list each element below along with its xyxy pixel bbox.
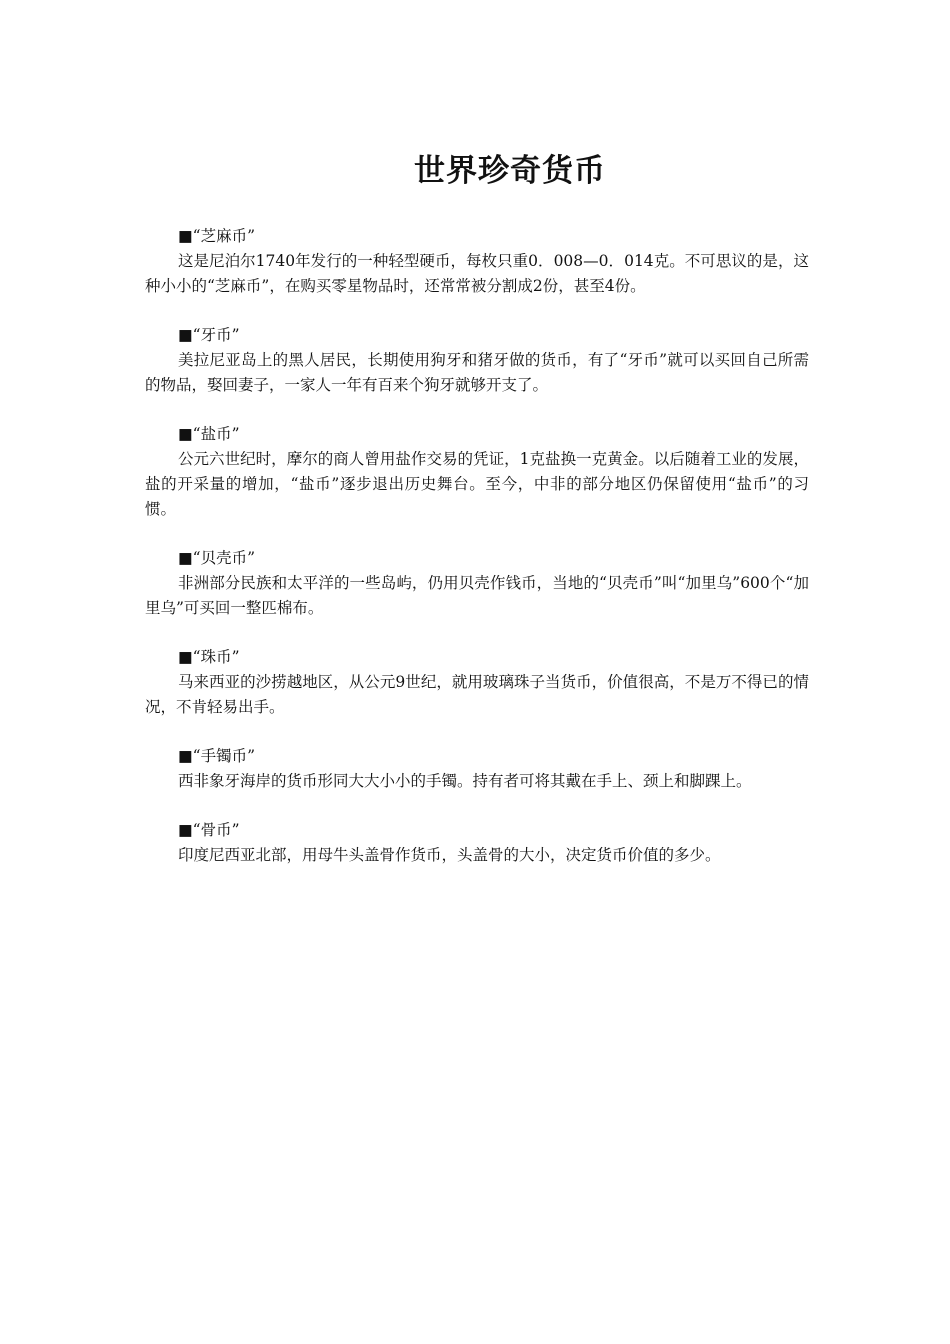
section-bone-coin <box>145 819 809 868</box>
section-shell-coin <box>145 547 809 621</box>
section-paragraph: 印度尼西亚北部，用母牛头盖骨作货币，头盖骨的大小，决定货币价值的多少。 <box>178 846 721 864</box>
section-paragraph: 公元六世纪时，摩尔的商人曾用盐作交易的凭证，1克盐换一克黄金。以后随着工业的发展，盐的开采量的增加，“盐币”逐步退出历史舞台。至今，中非的部分地区仍保留使用“盐币”的习惯。 <box>145 450 809 518</box>
section-heading: ■“牙币” <box>178 326 240 344</box>
section-paragraph: 马来西亚的沙捞越地区，从公元9世纪，就用玻璃珠子当货币，价值很高，不是万不得已的情况，不肯轻易出手。 <box>145 673 809 716</box>
section-heading: ■“骨币” <box>178 821 240 839</box>
section-sesame-coin <box>145 225 809 299</box>
section-paragraph: 西非象牙海岸的货币形同大大小小的手镯。持有者可将其戴在手上、颈上和脚踝上。 <box>178 772 752 790</box>
section-paragraph: 这是尼泊尔1740年发行的一种轻型硬币，每枚只重0．008—0．014克。不可思议的是，这种小小的“芝麻币”，在购买零星物品时，还常常被分割成2份，甚至4份。 <box>145 252 809 295</box>
section-paragraph: 非洲部分民族和太平洋的一些岛屿，仍用贝壳作钱币，当地的“贝壳币”叫“加里乌”600个“加里乌”可买回一整匹棉布。 <box>145 574 809 617</box>
section-heading: ■“盐币” <box>178 425 240 443</box>
section-tooth-coin <box>145 324 809 398</box>
section-bracelet-coin <box>145 745 809 794</box>
section-bead-coin <box>145 646 809 720</box>
section-heading: ■“手镯币” <box>178 747 255 765</box>
section-heading: ■“贝壳币” <box>178 549 255 567</box>
section-paragraph: 美拉尼亚岛上的黑人居民，长期使用狗牙和猪牙做的货币，有了“牙币”就可以买回自己所需的物品，娶回妻子，一家人一年有百来个狗牙就够开支了。 <box>145 351 809 394</box>
section-salt-coin <box>145 423 809 522</box>
section-heading: ■“珠币” <box>178 648 240 666</box>
page-title: 世界珍奇货币 <box>414 152 606 189</box>
article-content <box>145 225 809 893</box>
section-heading: ■“芝麻币” <box>178 227 255 245</box>
